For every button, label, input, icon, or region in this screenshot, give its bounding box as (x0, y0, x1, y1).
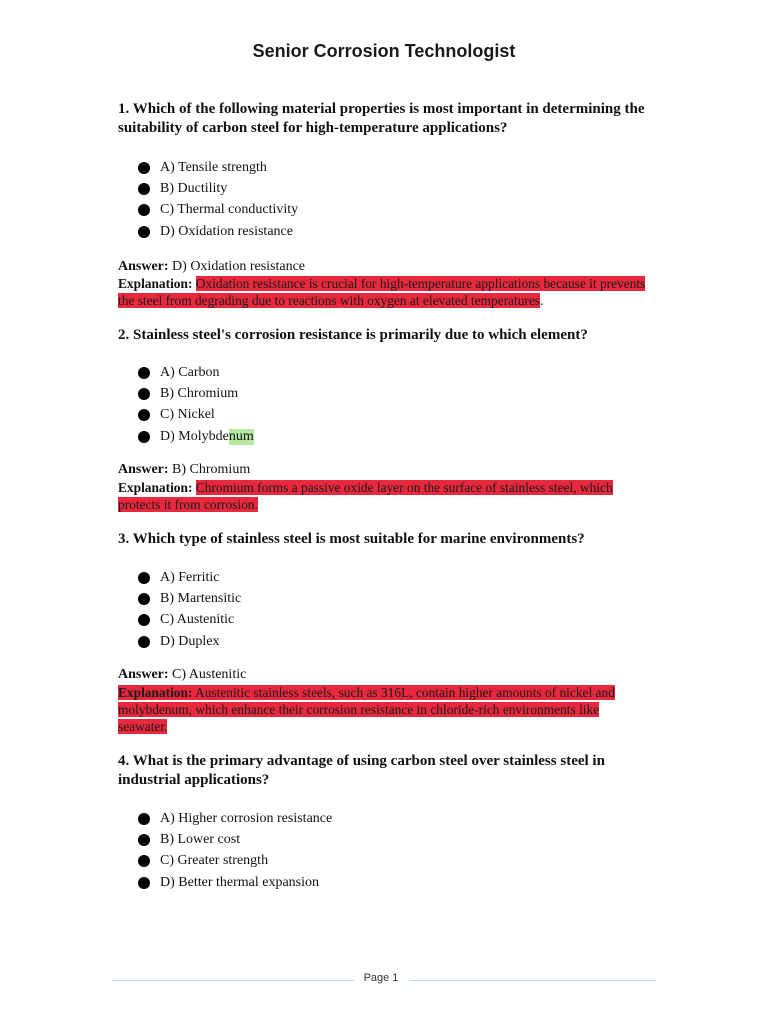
bullet-icon (138, 855, 150, 867)
bullet-icon (138, 813, 150, 825)
explanation-text-highlighted: Oxidation resistance is crucial for high-temperature applications because it prevents the steel from degrading due to reactions with oxygen at elevated temperatures (118, 276, 646, 308)
question-2: 2. Stainless steel's corrosion resistance is primarily due to which element? (118, 327, 588, 343)
option-q4-d: D) Better thermal expansion (138, 872, 332, 893)
bullet-icon (138, 636, 150, 648)
option-q1-b: B) Ductility (138, 178, 298, 199)
explanation-label: Explanation: (118, 480, 193, 495)
explanation-q1: Explanation: Oxidation resistance is crucial for high-temperature applications because it prevents the steel from degrading due to reactions with oxygen at elevated temperatures. (118, 276, 646, 308)
bullet-icon (138, 162, 150, 174)
bullet-icon (138, 183, 150, 195)
document-title: Senior Corrosion Technologist (252, 41, 516, 61)
footer-divider-right (410, 980, 656, 981)
explanation-text-highlighted: Austenitic stainless steels, such as 316L, contain higher amounts of nickel and molybdenum, which enhance their corrosion resistance in chloride-rich environments like seawater. (118, 685, 615, 734)
green-highlight: num (228, 428, 254, 444)
option-q2-d: D) Molybde num (138, 426, 254, 447)
option-q1-c: C) Thermal conductivity (138, 200, 298, 221)
bullet-icon (138, 834, 150, 846)
answer-q3 (118, 666, 658, 683)
bullet-icon (138, 204, 150, 216)
question-3: 3. Which type of stainless steel is most suitable for marine environments? (118, 531, 585, 547)
bullet-icon (138, 388, 150, 400)
option-q2-c: C) Nickel (138, 405, 254, 426)
bullet-icon (138, 226, 150, 238)
options-list-q3 (138, 567, 241, 653)
option-q4-c: C) Greater strength (138, 851, 332, 872)
answer-label: Answer: (118, 462, 169, 477)
bullet-icon (138, 877, 150, 889)
option-q1-a: A) Tensile strength (138, 157, 298, 178)
option-q3-c: C) Austenitic (138, 610, 241, 631)
answer-value: B) Chromium (172, 462, 251, 477)
footer-divider-left (112, 980, 354, 981)
options-list-q2 (138, 362, 254, 448)
answer-label: Answer: (118, 667, 169, 682)
answer-q1 (118, 258, 658, 275)
explanation-label: Explanation: (118, 276, 193, 291)
options-list-q4 (138, 808, 332, 894)
answer-label: Answer: (118, 259, 169, 274)
option-q2-a: A) Carbon (138, 362, 254, 383)
bullet-icon (138, 593, 150, 605)
options-list-q1 (138, 157, 298, 243)
answer-value: C) Austenitic (172, 667, 247, 682)
explanation-q2 (118, 479, 648, 513)
question-4: 4. What is the primary advantage of using carbon steel over stainless steel in industrial applications? (118, 753, 605, 788)
option-q3-b: B) Martensitic (138, 588, 241, 609)
explanation-label: Explanation: (118, 685, 193, 700)
explanation-q3 (118, 684, 648, 735)
answer-q2 (118, 461, 658, 478)
bullet-icon (138, 409, 150, 421)
option-q2-b: B) Chromium (138, 383, 254, 404)
option-q3-d: D) Duplex (138, 631, 241, 652)
bullet-icon (138, 614, 150, 626)
option-q1-d: D) Oxidation resistance (138, 221, 298, 242)
answer-value: D) Oxidation resistance (172, 259, 306, 274)
bullet-icon (138, 572, 150, 584)
bullet-icon (138, 367, 150, 379)
option-q4-a: A) Higher corrosion resistance (138, 808, 332, 829)
explanation-text-highlighted: Chromium forms a passive oxide layer on the surface of stainless steel, which protects it from corrosion. (118, 480, 613, 512)
option-q3-a: A) Ferritic (138, 567, 241, 588)
bullet-icon (138, 431, 150, 443)
option-q4-b: B) Lower cost (138, 829, 332, 850)
page-number: Page 1 (363, 972, 399, 984)
question-1: 1. Which of the following material properties is most important in determining the suitability of carbon steel for high-temperature applications? (118, 101, 645, 136)
